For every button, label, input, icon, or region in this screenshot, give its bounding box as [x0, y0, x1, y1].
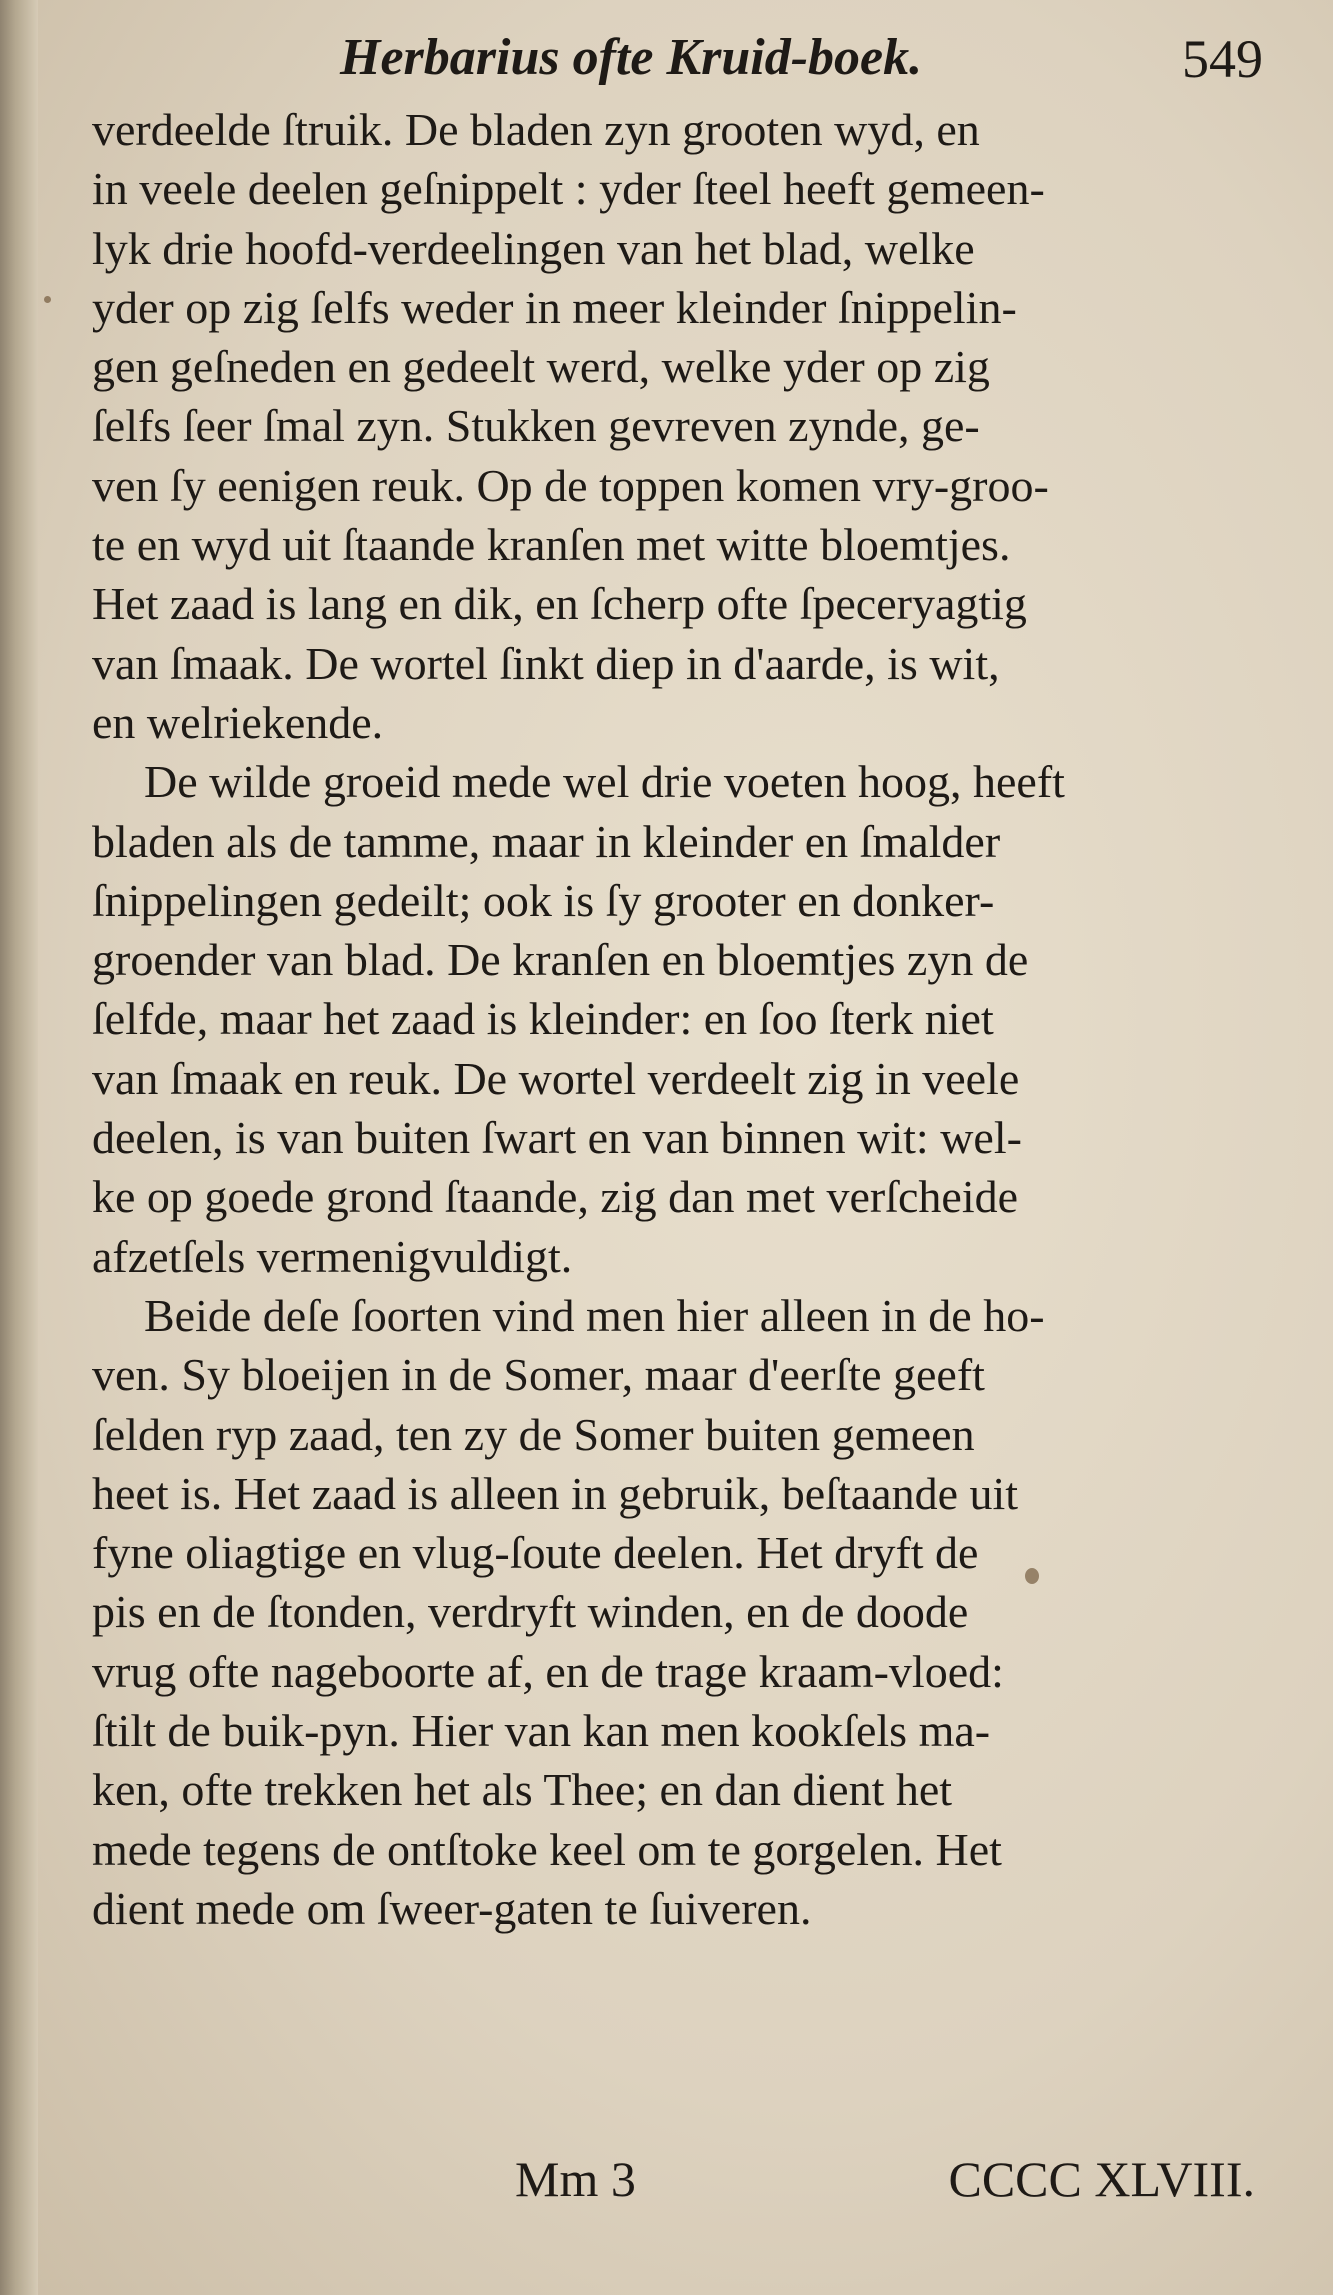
text-line: verdeelde ſtruik. De bladen zyn grooten wyd, en — [92, 104, 980, 155]
text-line: heet is. Het zaad is alleen in gebruik, beſtaande uit — [92, 1467, 1019, 1519]
text-line: ven ſy eenigen reuk. Op de toppen komen vry-groo- — [92, 459, 1049, 511]
text-line: ſelden ryp zaad, ten zy de Somer buiten gemeen — [92, 1408, 975, 1460]
text-line: fyne oliagtige en vlug-ſoute deelen. Het dryft de — [92, 1527, 979, 1579]
text-line: ke op goede grond ſtaande, zig dan met verſcheide — [92, 1171, 1019, 1223]
text-line: in veele deelen geſnippelt : yder ſteel heeft gemeen- — [92, 163, 1045, 215]
text-line: Beide deſe ſoorten vind men hier alleen in de ho- — [144, 1289, 1045, 1341]
text-line: dient mede om ſweer-gaten te ſuiveren. — [92, 1882, 812, 1934]
text-line: ſtilt de buik-pyn. Hier van kan men kookſels ma- — [92, 1705, 991, 1757]
text-line: yder op zig ſelfs weder in meer kleinder ſnippelin- — [92, 281, 1017, 333]
page-number: 549 — [1182, 29, 1263, 89]
text-line: De wilde groeid mede wel drie voeten hoog, heeft — [144, 756, 1065, 808]
ink-stain — [44, 296, 51, 303]
page-header — [340, 22, 1263, 102]
signature-mark: Mm 3 — [515, 2151, 636, 2207]
text-line: afzetſels vermenigvuldigt. — [92, 1230, 573, 1282]
roman-folio-number: CCCC XLVIII. — [948, 2151, 1255, 2207]
page-gutter-shadow — [0, 0, 38, 2295]
text-line: lyk drie hoofd-verdeelingen van het blad, welke — [92, 222, 975, 274]
text-line: van ſmaak. De wortel ſinkt diep in d'aarde, is wit, — [92, 637, 1000, 689]
text-line: deelen, is van buiten ſwart en van binnen wit: wel- — [92, 1112, 1022, 1164]
text-line: vrug ofte nageboorte af, en de trage kraam-vloed: — [92, 1645, 1004, 1697]
body-text — [92, 100, 1257, 1938]
text-line: bladen als de tamme, maar in kleinder en ſmalder — [92, 815, 1001, 867]
running-title: Herbarius ofte Kruid-boek. — [340, 29, 923, 86]
text-line: ven. Sy bloeijen in de Somer, maar d'eerſte geeft — [92, 1349, 985, 1401]
text-line: ſelfs ſeer ſmal zyn. Stukken gevreven zynde, ge- — [92, 400, 980, 452]
text-line: pis en de ſtonden, verdryft winden, en de doode — [92, 1586, 969, 1638]
text-line: groender van blad. De kranſen en bloemtjes zyn de — [92, 934, 1029, 986]
text-line: van ſmaak en reuk. De wortel verdeelt zig in veele — [92, 1052, 1020, 1104]
text-line: ſnippelingen gedeilt; ook is ſy grooter en donker- — [92, 874, 995, 926]
page-footer — [515, 2150, 1255, 2220]
text-line: gen geſneden en gedeelt werd, welke yder op zig — [92, 341, 990, 393]
text-line: en welriekende. — [92, 696, 384, 748]
ink-stain — [1025, 1568, 1039, 1584]
text-line: ſelfde, maar het zaad is kleinder: en ſoo ſterk niet — [92, 993, 994, 1045]
text-line: te en wyd uit ſtaande kranſen met witte bloemtjes. — [92, 519, 1011, 571]
text-line: Het zaad is lang en dik, en ſcherp ofte ſpeceryagtig — [92, 578, 1027, 630]
text-line: mede tegens de ontſtoke keel om te gorgelen. Het — [92, 1823, 1002, 1875]
text-line: ken, ofte trekken het als Thee; en dan dient het — [92, 1764, 953, 1816]
